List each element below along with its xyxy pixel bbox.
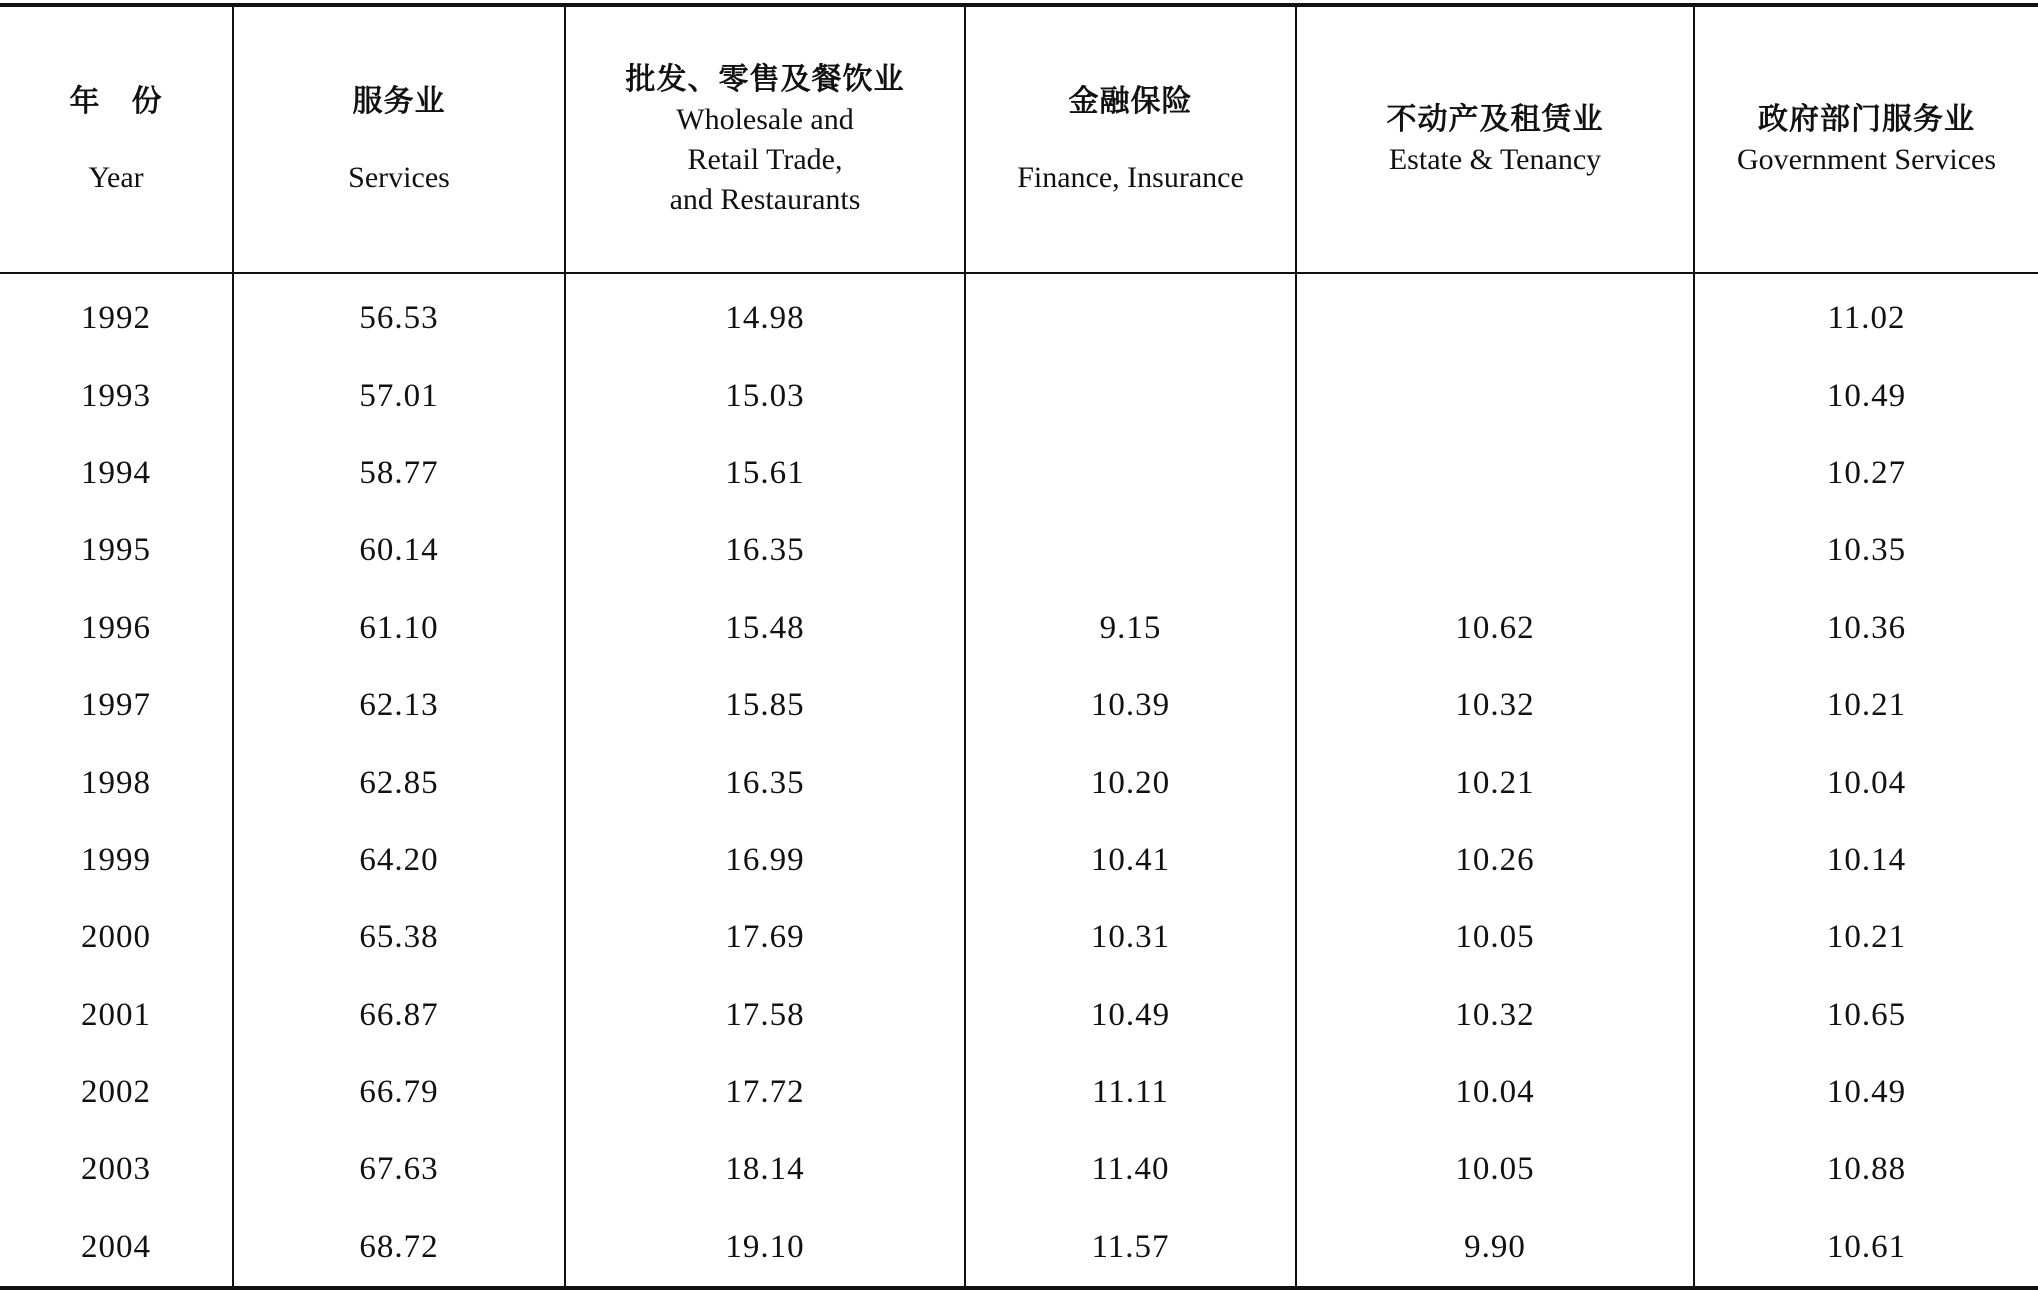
- cell-year: 1997: [81, 687, 151, 724]
- header-government-en: Government Services: [1736, 142, 1997, 176]
- header-wholesale: [565, 5, 965, 273]
- cell-government: 10.21: [1694, 667, 2038, 744]
- cell-year: 1992: [81, 300, 151, 337]
- header-estate-en: Estate & Tenancy: [1388, 142, 1602, 176]
- cell-finance: [965, 512, 1296, 589]
- cell-government: 10.21: [1694, 899, 2038, 976]
- table-row: [0, 744, 2038, 821]
- header-estate: [1296, 5, 1694, 273]
- cell-estate: 10.26: [1296, 822, 1694, 899]
- header-year-en: Year: [88, 160, 144, 194]
- cell-wholesale: 18.14: [565, 1131, 965, 1208]
- cell-finance: 10.20: [965, 744, 1296, 821]
- header-estate-zh: 不动产及租赁业: [1386, 101, 1604, 137]
- cell-services: 61.10: [233, 590, 565, 667]
- cell-year: 1993: [81, 377, 151, 414]
- cell-government: 10.04: [1694, 744, 2038, 821]
- cell-wholesale: 15.61: [565, 435, 965, 512]
- cell-wholesale: 17.72: [565, 1054, 965, 1131]
- services-share-table: [0, 3, 2038, 1290]
- cell-wholesale: 17.58: [565, 977, 965, 1054]
- header-row: [0, 5, 2038, 273]
- cell-services: 68.72: [233, 1209, 565, 1288]
- cell-estate: [1296, 512, 1694, 589]
- cell-government: 11.02: [1694, 273, 2038, 357]
- cell-government: 10.49: [1694, 1054, 2038, 1131]
- header-services-zh: 服务业: [352, 83, 446, 119]
- cell-estate: 10.32: [1296, 977, 1694, 1054]
- header-finance: [965, 5, 1296, 273]
- cell-wholesale: 15.48: [565, 590, 965, 667]
- cell-government: 10.35: [1694, 512, 2038, 589]
- cell-finance: 10.41: [965, 822, 1296, 899]
- cell-services: 66.87: [233, 977, 565, 1054]
- table-row: [0, 590, 2038, 667]
- table-row: [0, 512, 2038, 589]
- cell-year: 1998: [81, 764, 151, 801]
- header-wholesale-en-2: Retail Trade,: [687, 142, 843, 176]
- cell-year: 2003: [81, 1151, 151, 1188]
- table-row: [0, 977, 2038, 1054]
- header-services-en: Services: [348, 160, 450, 194]
- table-row: [0, 822, 2038, 899]
- cell-finance: 10.31: [965, 899, 1296, 976]
- cell-year: 2000: [81, 919, 151, 956]
- cell-estate: 10.32: [1296, 667, 1694, 744]
- cell-government: 10.61: [1694, 1209, 2038, 1288]
- cell-wholesale: 19.10: [565, 1209, 965, 1288]
- cell-estate: [1296, 273, 1694, 357]
- cell-finance: [965, 435, 1296, 512]
- table-row: [0, 899, 2038, 976]
- cell-estate: 10.04: [1296, 1054, 1694, 1131]
- cell-estate: [1296, 357, 1694, 434]
- cell-services: 67.63: [233, 1131, 565, 1208]
- cell-finance: 11.11: [965, 1054, 1296, 1131]
- cell-finance: 9.15: [965, 590, 1296, 667]
- table-header: [0, 5, 2038, 273]
- table-row: [0, 1054, 2038, 1131]
- cell-wholesale: 14.98: [565, 273, 965, 357]
- table-row: [0, 667, 2038, 744]
- cell-estate: 10.05: [1296, 1131, 1694, 1208]
- cell-services: 64.20: [233, 822, 565, 899]
- cell-estate: 10.21: [1296, 744, 1694, 821]
- cell-year: 1995: [81, 532, 151, 569]
- cell-finance: 10.49: [965, 977, 1296, 1054]
- cell-estate: 9.90: [1296, 1209, 1694, 1288]
- cell-year: 2004: [0, 1209, 233, 1288]
- cell-wholesale: 15.03: [565, 357, 965, 434]
- cell-government: 10.14: [1694, 822, 2038, 899]
- cell-government: 10.88: [1694, 1131, 2038, 1208]
- cell-finance: 11.57: [965, 1209, 1296, 1288]
- cell-finance: [965, 357, 1296, 434]
- table-row: [0, 1209, 2038, 1288]
- header-government: [1694, 5, 2038, 273]
- header-year-zh: 年 份: [69, 83, 163, 119]
- cell-services: 66.79: [233, 1054, 565, 1131]
- cell-government: 10.49: [1694, 357, 2038, 434]
- cell-year: 1994: [81, 454, 151, 491]
- cell-estate: 10.62: [1296, 590, 1694, 667]
- cell-estate: [1296, 435, 1694, 512]
- cell-government: 10.65: [1694, 977, 2038, 1054]
- cell-finance: 11.40: [965, 1131, 1296, 1208]
- cell-year: 1999: [81, 841, 151, 878]
- table-row: [0, 357, 2038, 434]
- cell-wholesale: 16.35: [565, 744, 965, 821]
- cell-services: 56.53: [233, 273, 565, 357]
- cell-services: 62.13: [233, 667, 565, 744]
- cell-year: 2002: [81, 1074, 151, 1111]
- header-wholesale-en-1: Wholesale and: [676, 102, 854, 136]
- table-row: [0, 273, 2038, 357]
- cell-wholesale: 17.69: [565, 899, 965, 976]
- cell-wholesale: 16.35: [565, 512, 965, 589]
- cell-year: 2001: [81, 996, 151, 1033]
- cell-wholesale: 16.99: [565, 822, 965, 899]
- table-row: [0, 1131, 2038, 1208]
- header-services: [233, 5, 565, 273]
- cell-estate: 10.05: [1296, 899, 1694, 976]
- cell-government: 10.36: [1694, 590, 2038, 667]
- cell-services: 60.14: [233, 512, 565, 589]
- cell-services: 62.85: [233, 744, 565, 821]
- cell-finance: 10.39: [965, 667, 1296, 744]
- header-finance-en: Finance, Insurance: [1017, 160, 1244, 194]
- table-row: [0, 435, 2038, 512]
- cell-wholesale: 15.85: [565, 667, 965, 744]
- table-body: [0, 273, 2038, 1288]
- header-wholesale-en-3: and Restaurants: [669, 182, 861, 216]
- header-government-zh: 政府部门服务业: [1758, 101, 1975, 137]
- cell-finance: [965, 273, 1296, 357]
- cell-services: 57.01: [233, 357, 565, 434]
- cell-services: 58.77: [233, 435, 565, 512]
- cell-year: 1996: [81, 609, 151, 646]
- cell-government: 10.27: [1694, 435, 2038, 512]
- cell-services: 65.38: [233, 899, 565, 976]
- header-wholesale-zh: 批发、零售及餐饮业: [625, 61, 905, 97]
- header-finance-zh: 金融保险: [1068, 83, 1193, 119]
- header-year: [0, 5, 233, 273]
